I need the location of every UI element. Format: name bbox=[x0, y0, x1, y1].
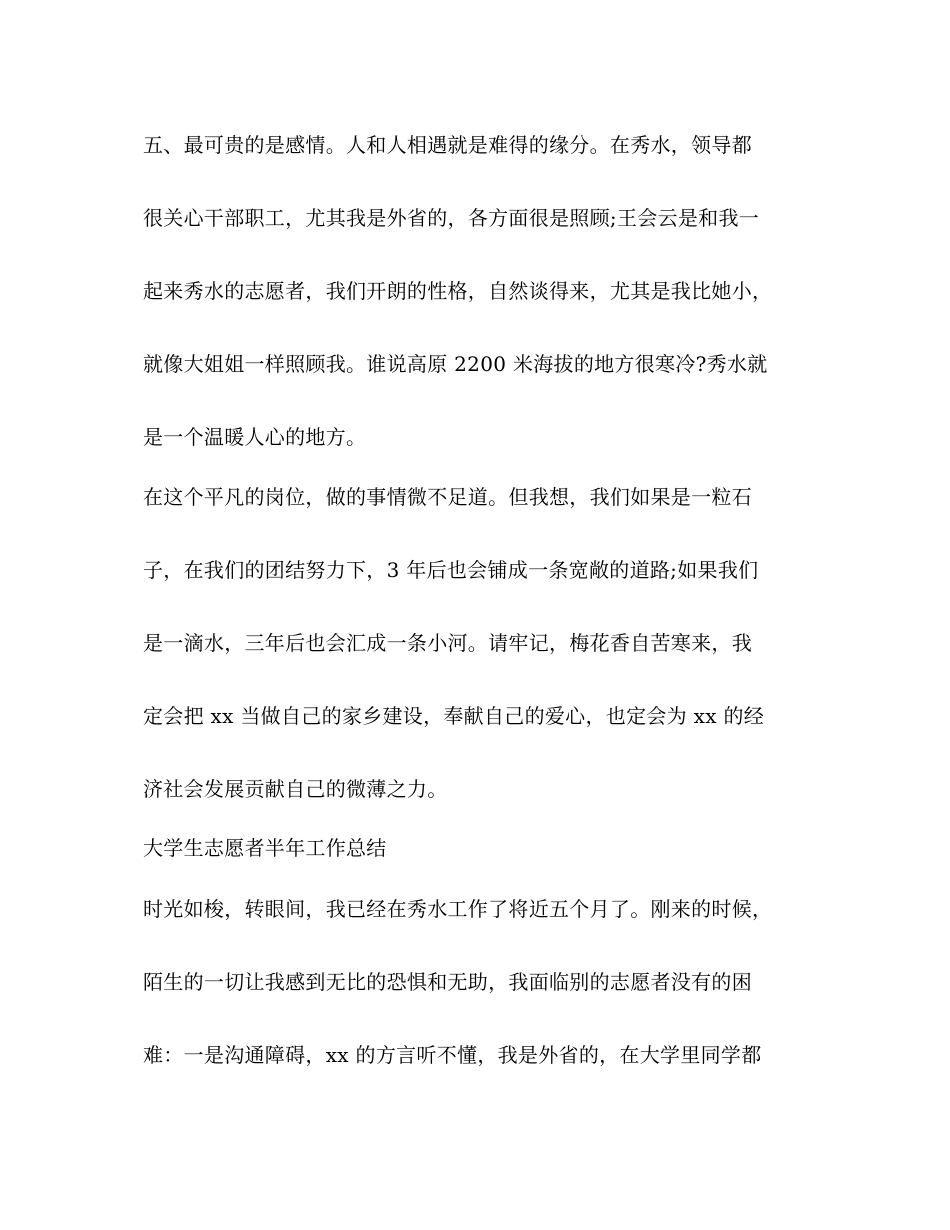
paragraph-line: 定会把 xx 当做自己的家乡建设，奉献自己的爱心，也定会为 xx 的经 bbox=[143, 704, 765, 728]
paragraph-line: 起来秀水的志愿者，我们开朗的性格，自然谈得来，尤其是我比她小， bbox=[143, 279, 773, 303]
section-heading: 大学生志愿者半年工作总结 bbox=[143, 836, 387, 860]
paragraph-line: 五、最可贵的是感情。人和人相遇就是难得的缘分。在秀水，领导都 bbox=[143, 133, 752, 157]
paragraph-line: 是一个温暖人心的地方。 bbox=[143, 425, 367, 449]
paragraph-line: 陌生的一切让我感到无比的恐惧和无助，我面临别的志愿者没有的困 bbox=[143, 970, 752, 994]
paragraph-line: 子，在我们的团结努力下，3 年后也会铺成一条宽敞的道路;如果我们 bbox=[143, 558, 759, 582]
paragraph-line: 很关心干部职工，尤其我是外省的，各方面很是照顾;王会云是和我一 bbox=[143, 206, 760, 230]
paragraph-line: 难：一是沟通障碍，xx 的方言听不懂，我是外省的，在大学里同学都 bbox=[143, 1043, 762, 1067]
paragraph-line: 在这个平凡的岗位，做的事情微不足道。但我想，我们如果是一粒石 bbox=[143, 485, 752, 509]
paragraph-line: 济社会发展贡献自己的微薄之力。 bbox=[143, 777, 448, 801]
paragraph-line: 时光如梭，转眼间，我已经在秀水工作了将近五个月了。刚来的时候， bbox=[143, 897, 773, 921]
paragraph-line: 就像大姐姐一样照顾我。谁说高原 2200 米海拔的地方很寒冷?秀水就 bbox=[143, 352, 768, 376]
paragraph-line: 是一滴水，三年后也会汇成一条小河。请牢记，梅花香自苦寒来，我 bbox=[143, 631, 752, 655]
